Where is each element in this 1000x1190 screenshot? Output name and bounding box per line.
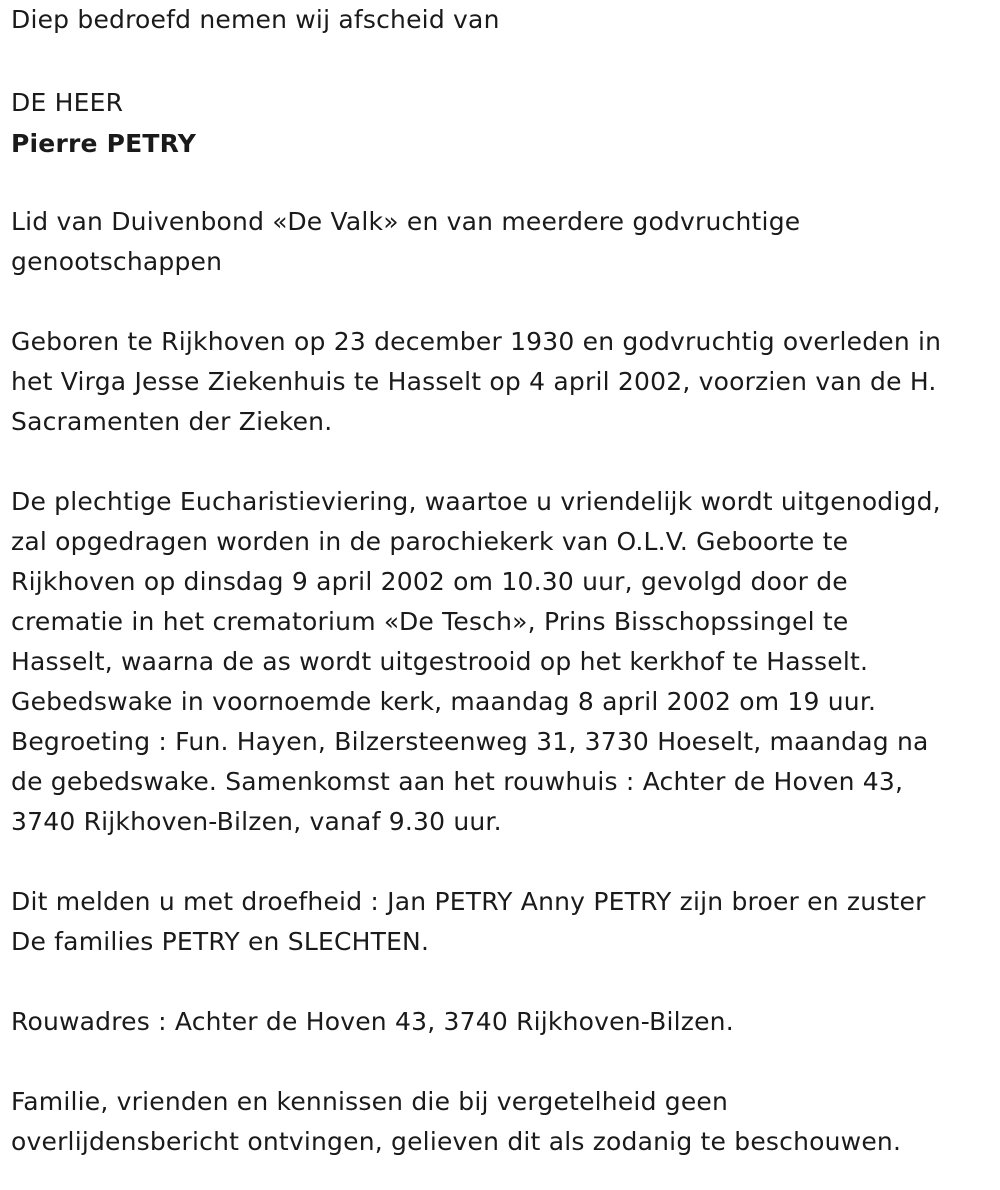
birth-death-line: Sacramenten der Zieken. <box>11 407 333 436</box>
membership-line: genootschappen <box>11 247 223 276</box>
announcers-paragraph <box>11 882 989 962</box>
announcers-line: Dit melden u met droefheid : Jan PETRY Anny PETRY zijn broer en zuster <box>11 887 926 916</box>
birth-death-line: Geboren te Rijkhoven op 23 december 1930 en godvruchtig overleden in <box>11 327 942 356</box>
deceased-name: Pierre PETRY <box>11 129 197 158</box>
closing-paragraph <box>11 1082 989 1162</box>
ceremony-line: Begroeting : Fun. Hayen, Bilzersteenweg 31, 3730 Hoeselt, maandag na <box>11 727 929 756</box>
membership-line: Lid van Duivenbond «De Valk» en van meerdere godvruchtige <box>11 207 801 236</box>
ceremony-line: 3740 Rijkhoven-Bilzen, vanaf 9.30 uur. <box>11 807 502 836</box>
obituary-document <box>11 0 989 1162</box>
ceremony-line: Hasselt, waarna de as wordt uitgestrooid op het kerkhof te Hasselt. <box>11 647 869 676</box>
intro-text: Diep bedroefd nemen wij afscheid van <box>11 5 500 34</box>
ceremony-line: crematie in het crematorium «De Tesch», Prins Bisschopssingel te <box>11 607 849 636</box>
closing-line: overlijdensbericht ontvingen, gelieven dit als zodanig te beschouwen. <box>11 1127 902 1156</box>
ceremony-line: Gebedswake in voornoemde kerk, maandag 8 april 2002 om 19 uur. <box>11 687 877 716</box>
ceremony-line: de gebedswake. Samenkomst aan het rouwhuis : Achter de Hoven 43, <box>11 767 904 796</box>
ceremony-paragraph <box>11 482 989 842</box>
membership-paragraph <box>11 202 989 282</box>
birth-death-paragraph <box>11 322 989 442</box>
ceremony-line: zal opgedragen worden in de parochiekerk van O.L.V. Geboorte te <box>11 527 849 556</box>
birth-death-line: het Virga Jesse Ziekenhuis te Hasselt op 4 april 2002, voorzien van de H. <box>11 367 937 396</box>
announcers-line: De families PETRY en SLECHTEN. <box>11 927 430 956</box>
ceremony-line: Rijkhoven op dinsdag 9 april 2002 om 10.30 uur, gevolgd door de <box>11 567 848 596</box>
mourning-address: Rouwadres : Achter de Hoven 43, 3740 Rijkhoven-Bilzen. <box>11 1007 734 1036</box>
closing-line: Familie, vrienden en kennissen die bij vergetelheid geen <box>11 1087 729 1116</box>
honorific: DE HEER <box>11 88 124 117</box>
ceremony-line: De plechtige Eucharistieviering, waartoe u vriendelijk wordt uitgenodigd, <box>11 487 941 516</box>
